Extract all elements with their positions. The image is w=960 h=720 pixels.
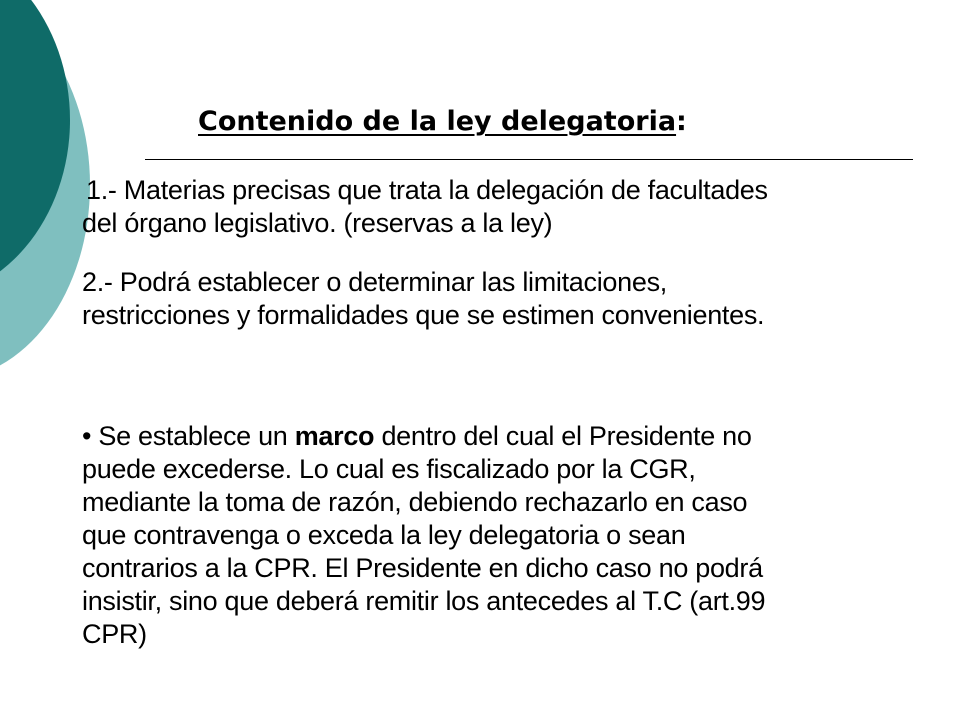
point-1-line-1: 1.- Materias precisas que trata la delegación de facultades: [86, 175, 768, 205]
bullet-bold-word: marco: [294, 421, 375, 451]
point-2-line-1: 2.- Podrá establecer o determinar las limitaciones,: [82, 267, 667, 297]
bullet-line-5: contrarios a la CPR. El Presidente en dicho caso no podrá: [82, 553, 763, 583]
bullet-line-7: CPR): [82, 619, 147, 649]
point-1: [82, 174, 902, 240]
slide-title: [198, 106, 687, 137]
bullet-line-1-rest: dentro del cual el Presidente no: [374, 421, 752, 451]
bullet-line-4: que contravenga o exceda la ley delegatoria o sean: [82, 520, 686, 550]
bullet-paragraph: [82, 420, 902, 651]
bullet-line-1: [82, 420, 902, 453]
bullet-line-6: insistir, sino que deberá remitir los antecedes al T.C (art.99: [82, 586, 766, 616]
bullet-line-2: puede excederse. Lo cual es fiscalizado por la CGR,: [82, 454, 696, 484]
bullet-prefix: • Se establece un: [82, 421, 295, 451]
bullet-line-3: mediante la toma de razón, debiendo rechazarlo en caso: [82, 487, 748, 517]
point-2: [82, 266, 902, 332]
title-divider: [145, 159, 913, 160]
point-1-line-2: del órgano legislativo. (reservas a la ley): [82, 208, 553, 238]
slide-title-text: Contenido de la ley delegatoria: [198, 106, 677, 137]
point-2-line-2: restricciones y formalidades que se estimen convenientes.: [82, 300, 765, 330]
slide-title-colon: :: [676, 106, 687, 137]
